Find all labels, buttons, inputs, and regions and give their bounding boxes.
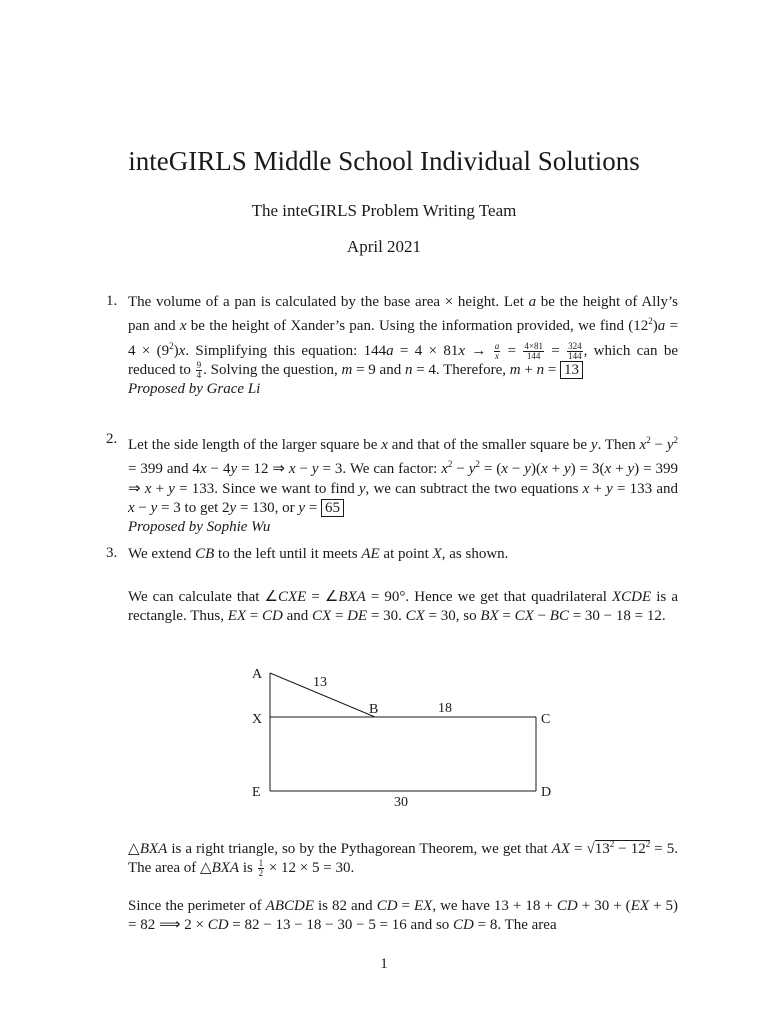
label-c: C — [541, 712, 551, 727]
document-title: inteGIRLS Middle School Individual Solutions — [128, 146, 640, 176]
length-ed: 30 — [394, 795, 408, 810]
document-author: The inteGIRLS Problem Writing Team — [251, 201, 517, 220]
problem-3-intro: We extend CB to the left until it meets AE at point X, as shown. — [128, 546, 509, 562]
problem-2-number: 2. — [106, 431, 118, 447]
length-bc: 18 — [438, 701, 452, 716]
document-date: April 2021 — [346, 237, 422, 256]
problem-3-rectangle-paragraph: We can calculate that ∠CXE = ∠BXA = 90°. Hence we get that quadrilateral XCDE is a rectangle. Thus, EX = CD and CX = DE = 30. CX = 30, so BX = CX − BC = 30 − 18 = 12. — [128, 589, 678, 625]
label-d: D — [541, 785, 552, 800]
problem-2-solution: Let the side length of the larger square be x and that of the smaller square be y. Then $x^2 - y^2 = 399$ and 4x − 4y = 12 ⇒ x − y = 3. We can factor: $x^2 - y^2 = (x - y)(x + y) = 3(x + y) = 399$ ⇒ x + y = 133. Since we want to find y, we can subtract the two equations x + y = 133 and x − y = 3 to get 2y = 130, or y = 65 Proposed by Sophie Wu — [128, 435, 678, 536]
label-e: E — [252, 785, 261, 800]
label-x: X — [252, 712, 263, 727]
length-ab: 13 — [313, 675, 327, 690]
label-b: B — [369, 702, 379, 717]
problem-2-proposer: Proposed by Sophie Wu — [128, 519, 271, 536]
problem-2-answer: 65 — [321, 499, 344, 517]
problem-3-triangle-paragraph: △BXA is a right triangle, so by the Pythagorean Theorem, we get that AX = $√13^2 - 12^2 = 5$. The area of △BXA is $\frac{1}{2}$ × 12 × 5 = 30. — [128, 839, 678, 879]
problem-1-proposer: Proposed by Grace Li — [128, 381, 261, 398]
problem-3-number: 3. — [106, 545, 118, 561]
problem-1-answer: 13 — [560, 361, 583, 379]
problem-1-solution: The volume of a pan is calculated by the base area × height. Let a be the height of Ally’s pan and x be the height of Xander’s pan. Using the information provided, we find $(12^2)a = 4 \times (9^2)x$. Simplifying this equation: 144a = 4 × 81x → $\frac{a}{x}$ = $\frac{4\times 81}{144}$ = $\frac{324}{144}$ , which can be reduced to $\frac{9}{4}$ . Solving the question, m = 9 and n = 4. Therefore, m + n = 13 Proposed by Grace Li — [128, 294, 678, 398]
problem-3-perimeter-paragraph: Since the perimeter of ABCDE is 82 and CD = EX, we have 13 + 18 + CD + 30 + (EX + 5) = 82 ⟹ 2 × CD = 82 − 13 − 18 − 30 − 5 = 16 and so CD = 8. The area — [128, 898, 678, 934]
problem-1-number: 1. — [106, 293, 118, 309]
page-number: 1 — [380, 956, 388, 972]
label-a: A — [252, 667, 263, 682]
geometry-diagram — [240, 660, 570, 820]
